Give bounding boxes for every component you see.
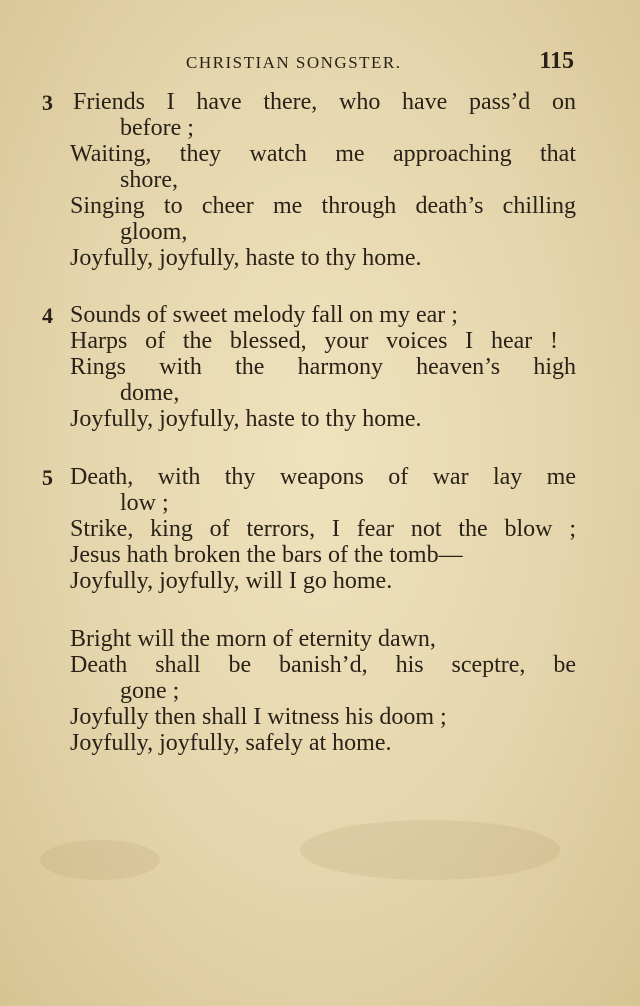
verse-line: Joyfully, joyfully, haste to thy home. <box>70 406 422 432</box>
verse-line: Rings with the harmony heaven’s high <box>70 354 576 380</box>
verse-number: 5 <box>42 465 53 490</box>
page-stain <box>40 840 160 880</box>
verse-line: dome, <box>120 380 180 406</box>
verse-line: Waiting, they watch me approaching that <box>70 141 576 167</box>
running-head: CHRISTIAN SONGSTER. <box>186 53 402 72</box>
verse-line: Jesus hath broken the bars of the tomb— <box>70 542 463 568</box>
verse-line: before ; <box>120 115 194 141</box>
verse-line: Singing to cheer me through death’s chilling <box>70 193 576 219</box>
verse-line: Friends I have there, who have pass’d on <box>73 89 576 115</box>
verse-line: Death, with thy weapons of war lay me <box>70 464 576 490</box>
verse-number: 3 <box>42 90 53 115</box>
verse-line: Sounds of sweet melody fall on my ear ; <box>70 302 458 328</box>
verse-line: Death shall be banish’d, his sceptre, be <box>70 652 576 678</box>
verse-line: gloom, <box>120 219 188 245</box>
verse-line: Joyfully, joyfully, safely at home. <box>70 730 392 756</box>
verse-line: Joyfully, joyfully, will I go home. <box>70 568 393 594</box>
page-header <box>0 50 640 80</box>
verse-number: 4 <box>42 303 53 328</box>
verse-line: low ; <box>120 490 169 516</box>
page-number: 115 <box>539 48 574 74</box>
verse-line: gone ; <box>120 678 180 704</box>
verse-line: Joyfully then shall I witness his doom ; <box>70 704 447 730</box>
verse-line: Harps of the blessed, your voices I hear ! <box>70 328 558 354</box>
verse-line: Bright will the morn of eternity dawn, <box>70 626 436 652</box>
verse-line: Strike, king of terrors, I fear not the blow ; <box>70 516 576 542</box>
verse-line: shore, <box>120 167 178 193</box>
page-stain <box>300 820 560 880</box>
verse-line: Joyfully, joyfully, haste to thy home. <box>70 245 422 271</box>
